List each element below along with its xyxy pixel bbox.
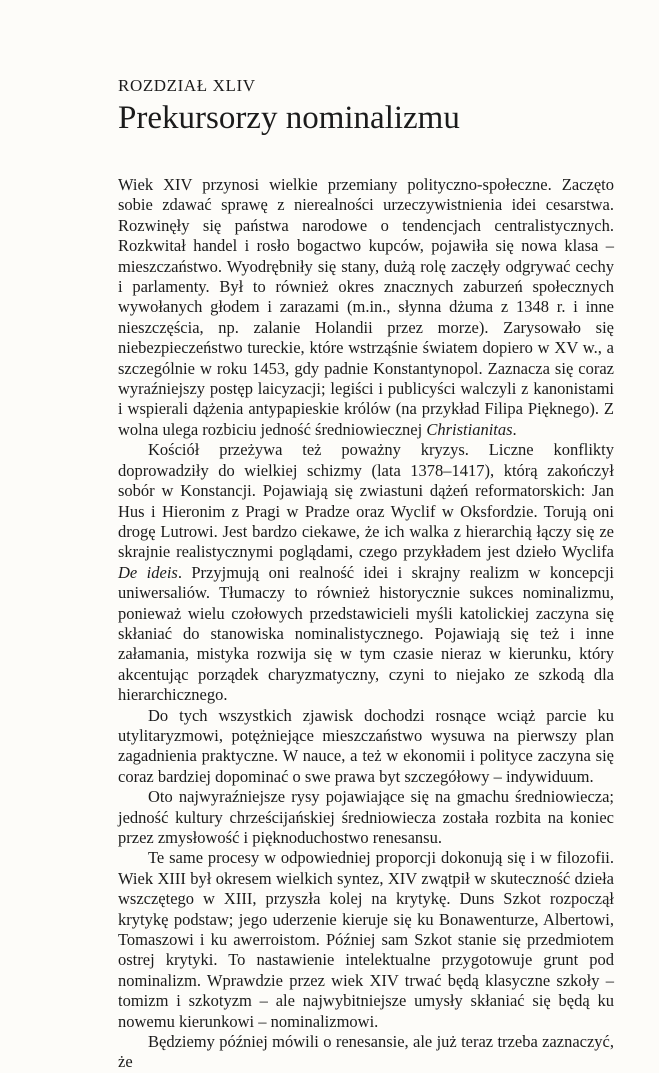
paragraph [118, 848, 614, 1032]
paragraph-text: . Przyjmują oni realność idei i skrajny realizm w koncepcji uniwersaliów. Tłumaczy to również historycznie sukces nominalizmu, ponieważ wielu czołowych przedstawicieli myśli katolickiej zaczyna się skłaniać do stanowiska nominalistycznego. Pojawiają się też i inne załamania, mistyka rozwija się w tym czasie nieraz w kierunku, który akcentując porządek charyzmatyczny, czyni to niejako ze szkodą dla hierarchicznego. [118, 562, 614, 705]
paragraph [118, 1032, 614, 1073]
paragraph [118, 440, 614, 705]
paragraph [118, 175, 614, 440]
paragraph-text: Te same procesy w odpowiedniej proporcji dokonują się i w filozofii. Wiek XIII był okresem wielkich syntez, XIV zwątpił w skuteczność dzieła wszczętego w XIII, przyszła kolej na krytykę. Duns Szkot rozpoczął krytykę podstaw; jego uderzenie kieruje się ku Bonawenturze, Albertowi, Tomaszowi i ku awerroistom. Później sam Szkot stanie się przedmiotem ostrej krytyki. To nastawienie intelektualne przygotowuje grunt pod nominalizm. Wprawdzie przez wiek XIV trwać będą klasyczne szkoły – tomizm i szkotyzm – ale najwybitniejsze umysły skłaniać się będą ku nowemu kierunkowi – nominalizmowi. [118, 848, 614, 1031]
paragraph-text: Oto najwyraźniejsze rysy pojawiające się na gmachu średniowiecza; jedność kultury chrześcijańskiej średniowiecza została rozbita na koniec przez zmysłowość i pięknoduchostwo renesansu. [118, 787, 614, 847]
paragraph-text: . [512, 419, 517, 439]
chapter-number: ROZDZIAŁ XLIV [118, 76, 256, 95]
paragraph-italic: De ideis [118, 562, 178, 582]
paragraph [118, 706, 614, 788]
paragraph [118, 787, 614, 848]
paragraph-text: Kościół przeżywa też poważny kryzys. Liczne konflikty doprowadziły do wielkiej schizmy (lata 1378–1417), którą zakończył sobór w Konstancji. Pojawiają się zwiastuni dążeń reformatorskich: Jan Hus i Hieronim z Pragi w Pradze oraz Wyclif w Oksfordzie. Torują oni drogę Lutrowi. Jest bardzo ciekawe, że ich walka z hierarchią łączy się ze skrajnie realistycznymi poglądami, czego przykładem jest dzieło Wyclifa [118, 440, 614, 562]
chapter-title: Prekursorzy nominalizmu [118, 100, 460, 136]
paragraph-italic: Christianitas [426, 419, 513, 439]
paragraph-text: Do tych wszystkich zjawisk dochodzi rosnące wciąż parcie ku utylitaryzmowi, potężniejące mieszczaństwo wysuwa na pierwszy plan zagadnienia praktyczne. W nauce, a też w ekonomii i polityce zaczyna się coraz bardziej dopominać o swe prawa byt szczegółowy – indywiduum. [118, 705, 614, 786]
paragraph-text: Wiek XIV przynosi wielkie przemiany polityczno-społeczne. Zaczęto sobie zdawać sprawę z nierealności urzeczywistnienia idei cesarstwa. Rozwinęły się państwa narodowe o tendencjach centralistycznych. Rozkwitał handel i rosło bogactwo kupców, pojawiła się nowa klasa – mieszczaństwo. Wyodrębniły się stany, dużą rolę zaczęły odgrywać cechy i parlamenty. Był to również okres znacznych zaburzeń społecznych wywołanych głodem i zarazami (m.in., słynna dżuma z 1348 r. i inne nieszczęścia, np. zalanie Holandii przez morze). Zarysowało się niebezpieczeństwo tureckie, które wstrząśnie światem dopiero w XV w., a szczególnie w roku 1453, gdy padnie Konstantynopol. Zaznacza się coraz wyraźniejszy postęp laicyzacji; legiści i publicyści walczyli z kanonistami i wspierali dążenia antypapieskie królów (na przykład Filipa Pięknego). Z wolna ulega rozbiciu jedność średniowiecznej [118, 175, 614, 439]
body-text [118, 175, 614, 1073]
paragraph-text: Będziemy później mówili o renesansie, ale już teraz trzeba zaznaczyć, że [118, 1032, 614, 1072]
chapter-header [118, 76, 614, 138]
